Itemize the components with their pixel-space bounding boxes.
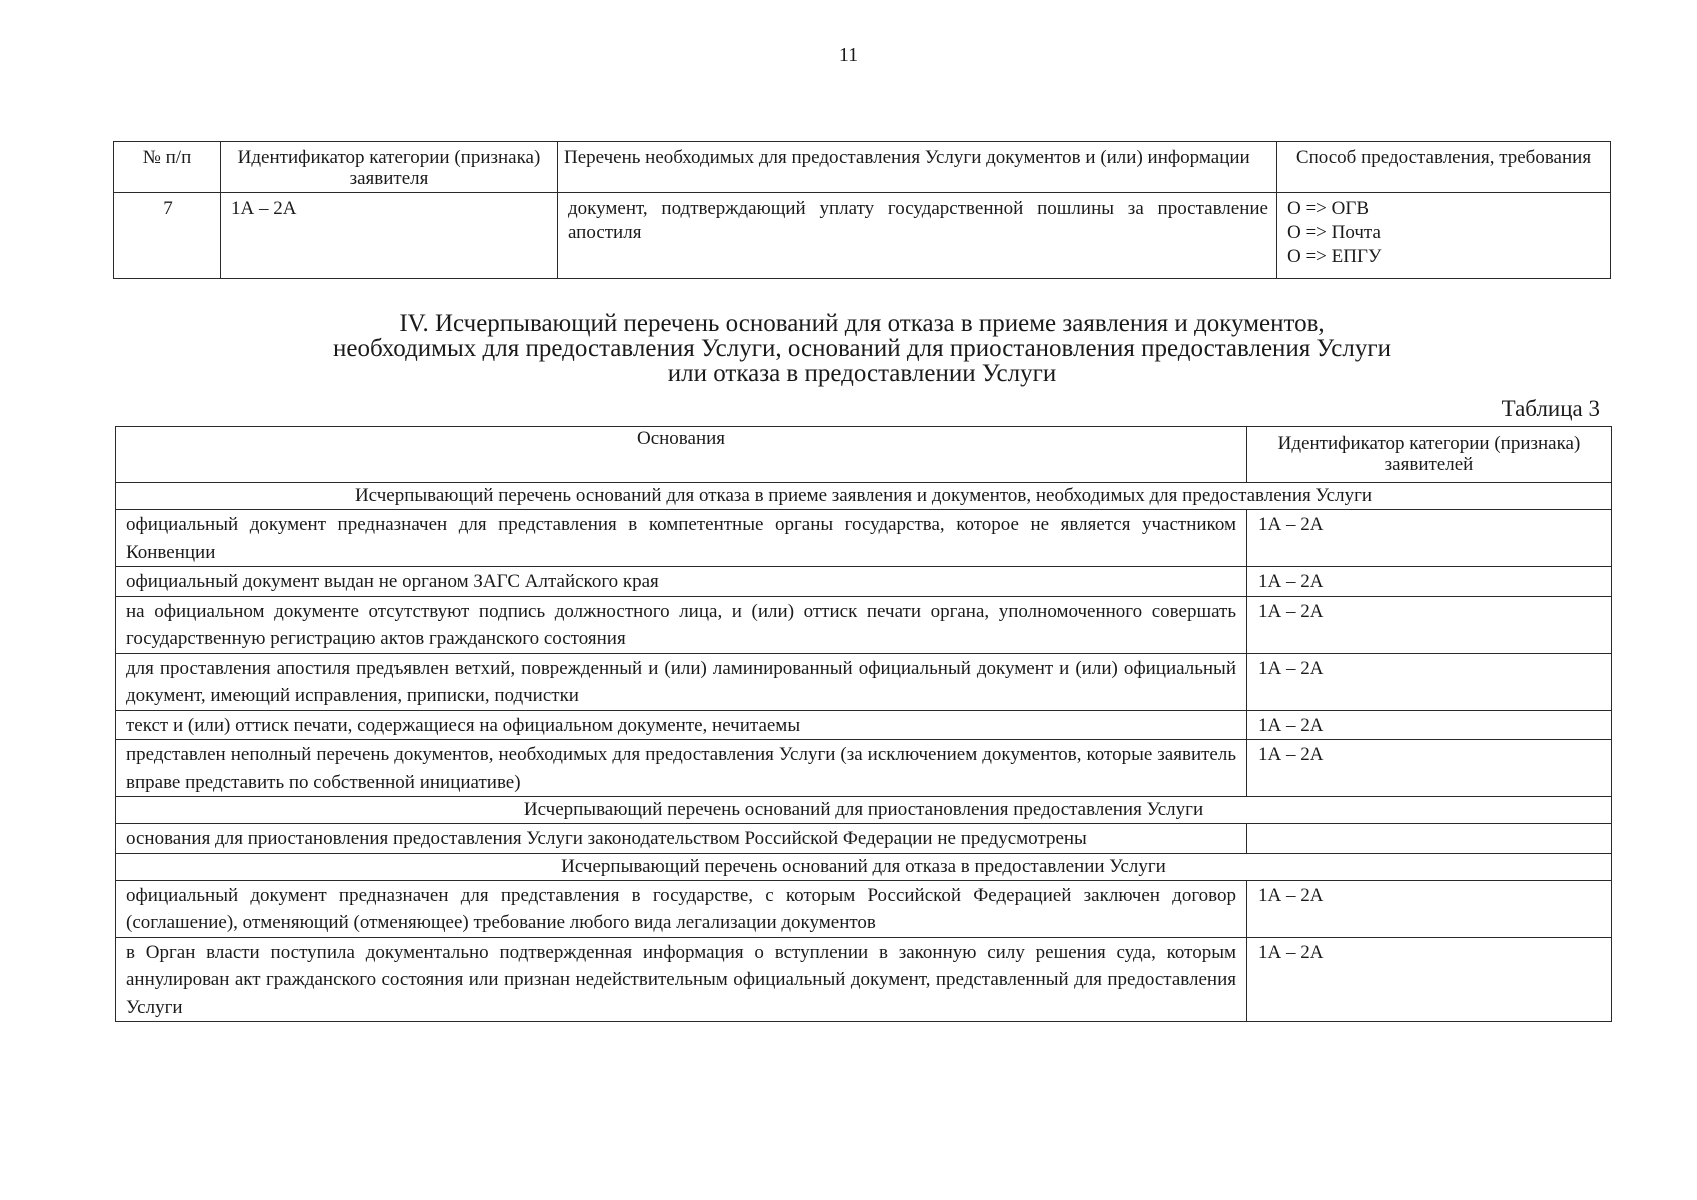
category-cell: 1А – 2А <box>1247 653 1612 710</box>
row-document: документ, подтверждающий уплату государственной пошлины за проставление апостиля <box>558 193 1277 279</box>
row-category: 1А – 2А <box>221 193 558 279</box>
basis-cell: официальный документ выдан не органом ЗАГС Алтайского края <box>116 567 1247 597</box>
header-category: Идентификатор категории (признака) заявителя <box>221 142 558 193</box>
category-cell: 1А – 2А <box>1247 880 1612 937</box>
table-row <box>116 824 1612 854</box>
basis-cell: официальный документ предназначен для представления в компетентные органы государства, которое не является участником Конвенции <box>116 510 1247 567</box>
group-title: Исчерпывающий перечень оснований для отказа в приеме заявления и документов, необходимых для предоставления Услуги <box>116 483 1612 510</box>
basis-cell: на официальном документе отсутствуют подпись должностного лица, и (или) оттиск печати органа, уполномоченного совершать государственную регистрацию актов гражданского состояния <box>116 596 1247 653</box>
table-row <box>116 510 1612 567</box>
basis-cell: основания для приостановления предоставления Услуги законодательством Российской Федерации не предусмотрены <box>116 824 1247 854</box>
page-number: 11 <box>838 44 859 66</box>
basis-cell: в Орган власти поступила документально подтвержденная информация о вступлении в законную силу решения суда, которым аннулирован акт гражданского состояния или признан недействительным официальный документ, представленный для предоставления Услуги <box>116 937 1247 1022</box>
table-header-row <box>114 142 1611 193</box>
header-documents: Перечень необходимых для предоставления Услуги документов и (или) информации <box>558 142 1277 193</box>
method-item: О => ЕПГУ <box>1287 246 1382 267</box>
table-row <box>116 880 1612 937</box>
category-cell: 1А – 2А <box>1247 740 1612 797</box>
basis-cell: официальный документ предназначен для представления в государстве, с которым Российской Федерацией заключен договор (соглашение), отменяющий (отменяющее) требование любого вида легализации документов <box>116 880 1247 937</box>
section-title-line: IV. Исчерпывающий перечень оснований для отказа в приеме заявления и документов, <box>399 310 1325 337</box>
table-row <box>116 596 1612 653</box>
documents-table <box>113 141 1611 279</box>
row-number: 7 <box>114 193 221 279</box>
category-cell: 1А – 2А <box>1247 710 1612 740</box>
category-cell: 1А – 2А <box>1247 596 1612 653</box>
row-methods <box>1277 193 1611 279</box>
table-row <box>116 567 1612 597</box>
category-cell: 1А – 2А <box>1247 937 1612 1022</box>
group-title: Исчерпывающий перечень оснований для отказа в предоставлении Услуги <box>116 853 1612 880</box>
table-header-row <box>116 427 1612 483</box>
method-item: О => ОГВ <box>1287 198 1370 219</box>
group-heading <box>116 853 1612 880</box>
basis-cell: представлен неполный перечень документов, необходимых для предоставления Услуги (за исключением документов, которые заявитель вправе представить по собственной инициативе) <box>116 740 1247 797</box>
table-row <box>116 653 1612 710</box>
table-row <box>116 710 1612 740</box>
table-caption: Таблица 3 <box>1501 396 1600 421</box>
section-title-line: необходимых для предоставления Услуги, оснований для приостановления предоставления Услуги <box>333 335 1391 362</box>
category-cell: 1А – 2А <box>1247 510 1612 567</box>
table-row <box>116 740 1612 797</box>
grounds-table <box>115 426 1612 1022</box>
header-basis: Основания <box>116 427 1247 483</box>
group-heading <box>116 797 1612 824</box>
table-row <box>114 193 1611 279</box>
group-heading <box>116 483 1612 510</box>
category-cell <box>1247 824 1612 854</box>
section-title <box>113 311 1611 386</box>
category-cell: 1А – 2А <box>1247 567 1612 597</box>
header-category: Идентификатор категории (признака) заявителей <box>1247 427 1612 483</box>
basis-cell: для проставления апостиля предъявлен ветхий, поврежденный и (или) ламинированный официальный документ и (или) официальный документ, имеющий исправления, приписки, подчистки <box>116 653 1247 710</box>
method-item: О => Почта <box>1287 222 1381 243</box>
section-title-line: или отказа в предоставлении Услуги <box>667 360 1057 387</box>
group-title: Исчерпывающий перечень оснований для приостановления предоставления Услуги <box>116 797 1612 824</box>
basis-cell: текст и (или) оттиск печати, содержащиеся на официальном документе, нечитаемы <box>116 710 1247 740</box>
header-number: № п/п <box>114 142 221 193</box>
table-row <box>116 937 1612 1022</box>
header-method: Способ предоставления, требования <box>1277 142 1611 193</box>
